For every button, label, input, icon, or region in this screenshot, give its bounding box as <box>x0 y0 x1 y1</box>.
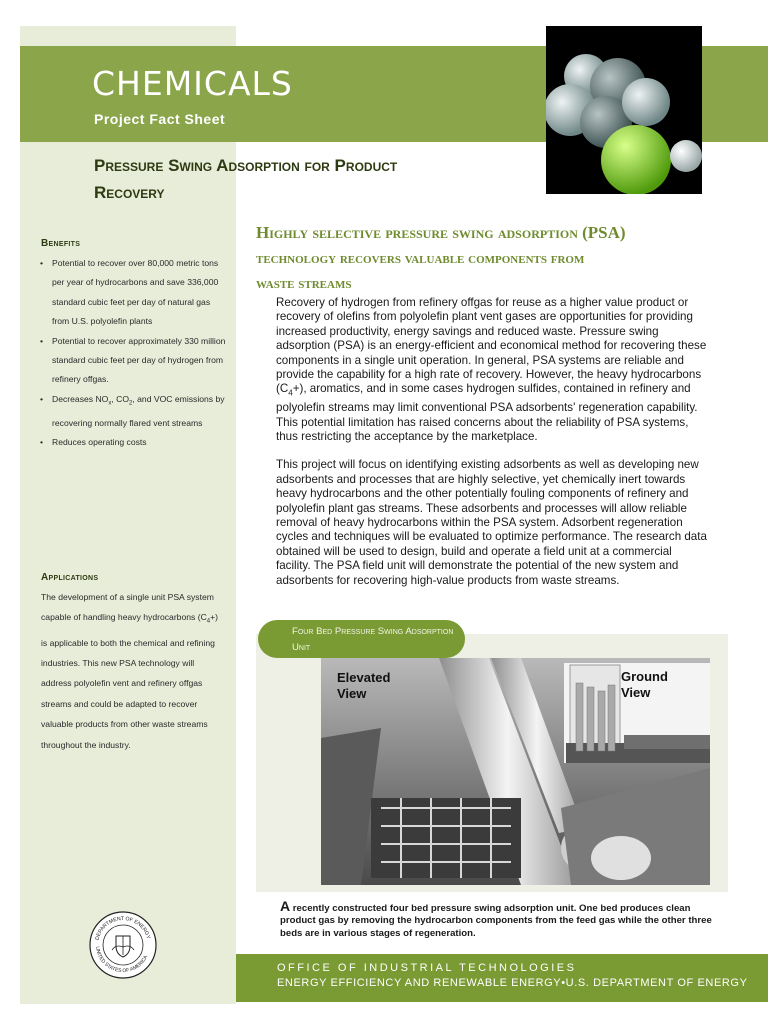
caption-text: recently constructed four bed pressure swing adsorption unit. One bed produces clean product gas by removing the hydrocarbon components from the feed gas while the other three beds are in various stages of regeneration. <box>280 903 712 939</box>
subscript-x: x <box>108 400 112 407</box>
benefit-text: Decreases NO <box>52 393 109 404</box>
headline-line2: technology recovers valuable components from <box>256 251 585 267</box>
benefit-item: • Potential to recover over 80,000 metric tons per year of hydrocarbons and save 336,000 standard cubic feet per day of natural gas from U.S. polyolefin plants <box>38 254 228 332</box>
ground-view-line1: Ground <box>621 669 668 684</box>
doe-seal <box>88 910 158 980</box>
subscript-4: 4 <box>206 619 211 626</box>
applications-part2: +) is applicable to both the chemical and refining industries. This new PSA technology will address polyolefin vent and refinery offgas streams and could be adapted to recover valuable products from other waste streams throughout the industry. <box>41 612 219 750</box>
headline <box>256 220 696 297</box>
body-p1-part1: Recovery of hydrogen from refinery offgas for reuse as a higher value product or recovery of olefins from polyolefin plant vent gases are opportunities for providing increased productivity, energy savings and reduced waste. Pressure swing adsorption (PSA) is an energy-efficient and economical method for recovering these components in a single unit operation. In general, PSA systems are reliable and provide the capability for a high rate of recovery. However, the heavy hydrocarbons (C <box>276 296 707 396</box>
ground-view-label <box>621 669 668 701</box>
benefits-heading: Benefits <box>41 238 81 249</box>
figure-label: Four Bed Pressure Swing Adsorption Unit <box>292 626 454 653</box>
brand-title: CHEMICALS <box>92 64 293 103</box>
footer-department <box>277 977 748 989</box>
applications-part1: The development of a single unit PSA system capable of handling heavy hydrocarbons (C <box>41 592 214 623</box>
document-title-line2: Recovery <box>94 183 165 202</box>
headline-prefix: Highly selective pressure swing adsorption <box>256 223 583 242</box>
elevated-view-label <box>337 670 390 702</box>
body-paragraph-2: This project will focus on identifying existing adsorbents as well as developing new adsorbents and processes that are highly selective, yet chemically inert towards heavy hydrocarbons and the other potentially fouling components of refinery and polyolefin plant gas streams. These adsorbents and processes will allow reliable removal of heavy hydrocarbons within the PSA system. Adsorbent regeneration cycles and techniques will be evaluated to optimize performance. The research data obtained will be used to design, build and operate a field unit at a commercial facility. The PSA field unit will demonstrate the potential of the new system and adsorbents for recovering high-value products from waste streams. <box>276 458 707 587</box>
figure-caption <box>280 900 720 940</box>
footer-eere: ENERGY EFFICIENCY AND RENEWABLE ENERGY <box>277 977 562 989</box>
fact-sheet-subtitle: Project Fact Sheet <box>94 111 226 127</box>
benefit-item: • Reduces operating costs <box>38 433 228 452</box>
footer-separator: • <box>561 977 566 989</box>
footer-doe: U.S. DEPARTMENT OF ENERGY <box>565 977 748 989</box>
elevated-view-line2: View <box>337 686 367 701</box>
seal-emblem <box>88 910 158 980</box>
footer-office: OFFICE OF INDUSTRIAL TECHNOLOGIES <box>277 962 577 974</box>
molecule-illustration <box>546 26 702 194</box>
benefits-list <box>38 254 228 453</box>
elevated-view-line1: Elevated <box>337 670 391 685</box>
headline-line3: waste streams <box>256 276 352 292</box>
subscript-4: 4 <box>288 388 293 398</box>
applications-heading: Applications <box>41 572 99 583</box>
document-title-line1: Pressure Swing Adsorption for Product <box>94 156 398 175</box>
caption-dropcap: A <box>280 898 291 914</box>
seal-top-text: DEPARTMENT OF ENERGY <box>94 915 152 941</box>
document-title <box>94 152 514 206</box>
seal-bottom-text: UNITED STATES OF AMERICA <box>94 946 150 975</box>
body-text <box>276 296 708 602</box>
benefit-item <box>38 390 228 434</box>
body-p1-part2: +), aromatics, and in some cases hydrogen sulfides, contained in refinery and polyolefin streams may limit conventional PSA adsorbents' regeneration capability. This potential limitation has raised concerns about the reliability of PSA systems, thus restricting the acceptance by the marketplace. <box>276 382 698 443</box>
headline-acronym: (PSA) <box>582 223 626 242</box>
ground-view-line2: View <box>621 685 651 700</box>
benefit-item: • Potential to recover approximately 330 million standard cubic feet per day of hydrogen from refinery offgas. <box>38 332 228 390</box>
molecule-photo <box>546 26 702 194</box>
subscript-2: 2 <box>129 400 133 407</box>
applications-text <box>41 587 226 755</box>
benefit-text: , and VOC emissions by recovering normally flared vent streams <box>52 393 225 428</box>
body-paragraph-1 <box>276 296 708 444</box>
benefit-text: , CO <box>111 393 130 404</box>
